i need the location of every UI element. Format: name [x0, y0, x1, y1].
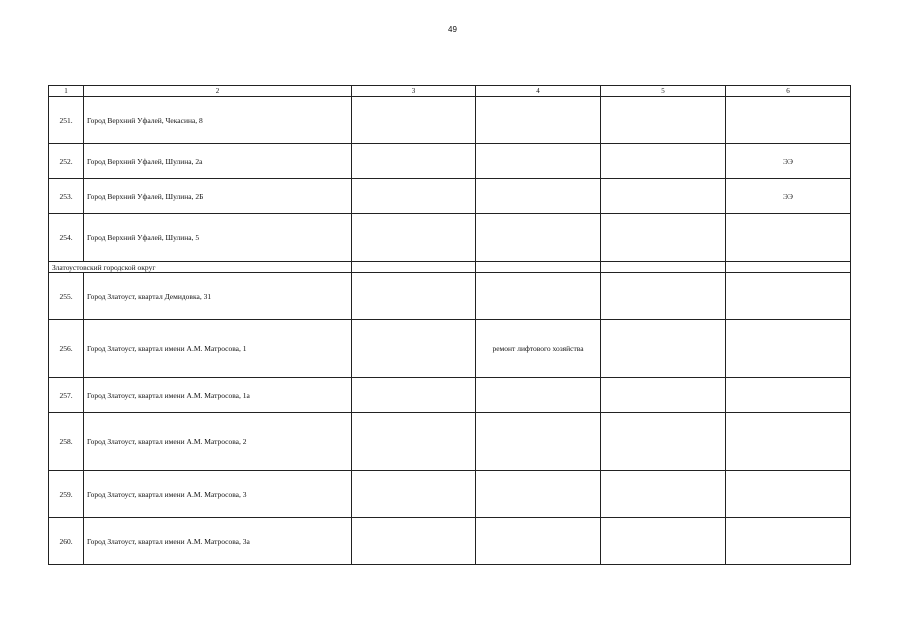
cell-col6 — [726, 262, 851, 273]
cell-col6 — [726, 273, 851, 320]
cell-col3 — [352, 179, 476, 214]
cell-col3 — [352, 273, 476, 320]
cell-col4 — [476, 471, 601, 518]
row-number: 252. — [49, 144, 84, 179]
cell-col5 — [601, 97, 726, 144]
row-number: 253. — [49, 179, 84, 214]
cell-col5 — [601, 518, 726, 565]
cell-col5 — [601, 179, 726, 214]
cell-col3 — [352, 471, 476, 518]
column-header: 4 — [476, 86, 601, 97]
cell-col5 — [601, 413, 726, 471]
cell-col6 — [726, 320, 851, 378]
row-number: 251. — [49, 97, 84, 144]
cell-col6 — [726, 518, 851, 565]
cell-col3 — [352, 214, 476, 262]
table-row — [49, 144, 851, 179]
table-header-row — [49, 86, 851, 97]
table-row — [49, 413, 851, 471]
table-row — [49, 97, 851, 144]
cell-col5 — [601, 262, 726, 273]
cell-col6: ЭЭ — [726, 179, 851, 214]
cell-col3 — [352, 518, 476, 565]
cell-col4 — [476, 273, 601, 320]
row-number: 256. — [49, 320, 84, 378]
column-header: 2 — [84, 86, 352, 97]
cell-col4 — [476, 97, 601, 144]
cell-col3 — [352, 320, 476, 378]
cell-col6 — [726, 214, 851, 262]
cell-col4 — [476, 413, 601, 471]
cell-col3 — [352, 144, 476, 179]
row-address: Город Верхний Уфалей, Шулина, 5 — [84, 214, 352, 262]
cell-col4 — [476, 144, 601, 179]
row-address: Город Златоуст, квартал имени А.М. Матросова, 3 — [84, 471, 352, 518]
cell-col5 — [601, 144, 726, 179]
row-address: Город Златоуст, квартал имени А.М. Матросова, 1 — [84, 320, 352, 378]
cell-col3 — [352, 378, 476, 413]
row-number: 260. — [49, 518, 84, 565]
data-table — [48, 85, 851, 565]
cell-col5 — [601, 273, 726, 320]
column-header: 1 — [49, 86, 84, 97]
row-address: Город Златоуст, квартал имени А.М. Матросова, 2 — [84, 413, 352, 471]
cell-col5 — [601, 320, 726, 378]
cell-col5 — [601, 214, 726, 262]
column-header: 5 — [601, 86, 726, 97]
table-row — [49, 214, 851, 262]
section-title: Златоустовский городской округ — [49, 262, 352, 273]
row-address: Город Златоуст, квартал имени А.М. Матросова, 1а — [84, 378, 352, 413]
cell-col6 — [726, 413, 851, 471]
table-row — [49, 378, 851, 413]
section-row — [49, 262, 851, 273]
page-number: 49 — [448, 25, 457, 34]
cell-col6 — [726, 471, 851, 518]
row-number: 254. — [49, 214, 84, 262]
table-row — [49, 471, 851, 518]
row-number: 259. — [49, 471, 84, 518]
table-row — [49, 320, 851, 378]
cell-col4 — [476, 214, 601, 262]
table-row — [49, 273, 851, 320]
row-address: Город Верхний Уфалей, Шулина, 2Б — [84, 179, 352, 214]
cell-col5 — [601, 378, 726, 413]
row-address: Город Златоуст, квартал имени А.М. Матросова, 3а — [84, 518, 352, 565]
cell-col4: ремонт лифтового хозяйства — [476, 320, 601, 378]
table-row — [49, 518, 851, 565]
column-header: 3 — [352, 86, 476, 97]
cell-col3 — [352, 413, 476, 471]
row-address: Город Верхний Уфалей, Чекасина, 8 — [84, 97, 352, 144]
row-address: Город Верхний Уфалей, Шулина, 2а — [84, 144, 352, 179]
row-number: 258. — [49, 413, 84, 471]
cell-col3 — [352, 97, 476, 144]
cell-col4 — [476, 262, 601, 273]
cell-col6 — [726, 97, 851, 144]
cell-col4 — [476, 378, 601, 413]
cell-col6 — [726, 378, 851, 413]
row-number: 257. — [49, 378, 84, 413]
cell-col3 — [352, 262, 476, 273]
column-header: 6 — [726, 86, 851, 97]
cell-col6: ЭЭ — [726, 144, 851, 179]
row-number: 255. — [49, 273, 84, 320]
cell-col4 — [476, 518, 601, 565]
cell-col4 — [476, 179, 601, 214]
row-address: Город Златоуст, квартал Демидовка, 31 — [84, 273, 352, 320]
cell-col5 — [601, 471, 726, 518]
table-row — [49, 179, 851, 214]
